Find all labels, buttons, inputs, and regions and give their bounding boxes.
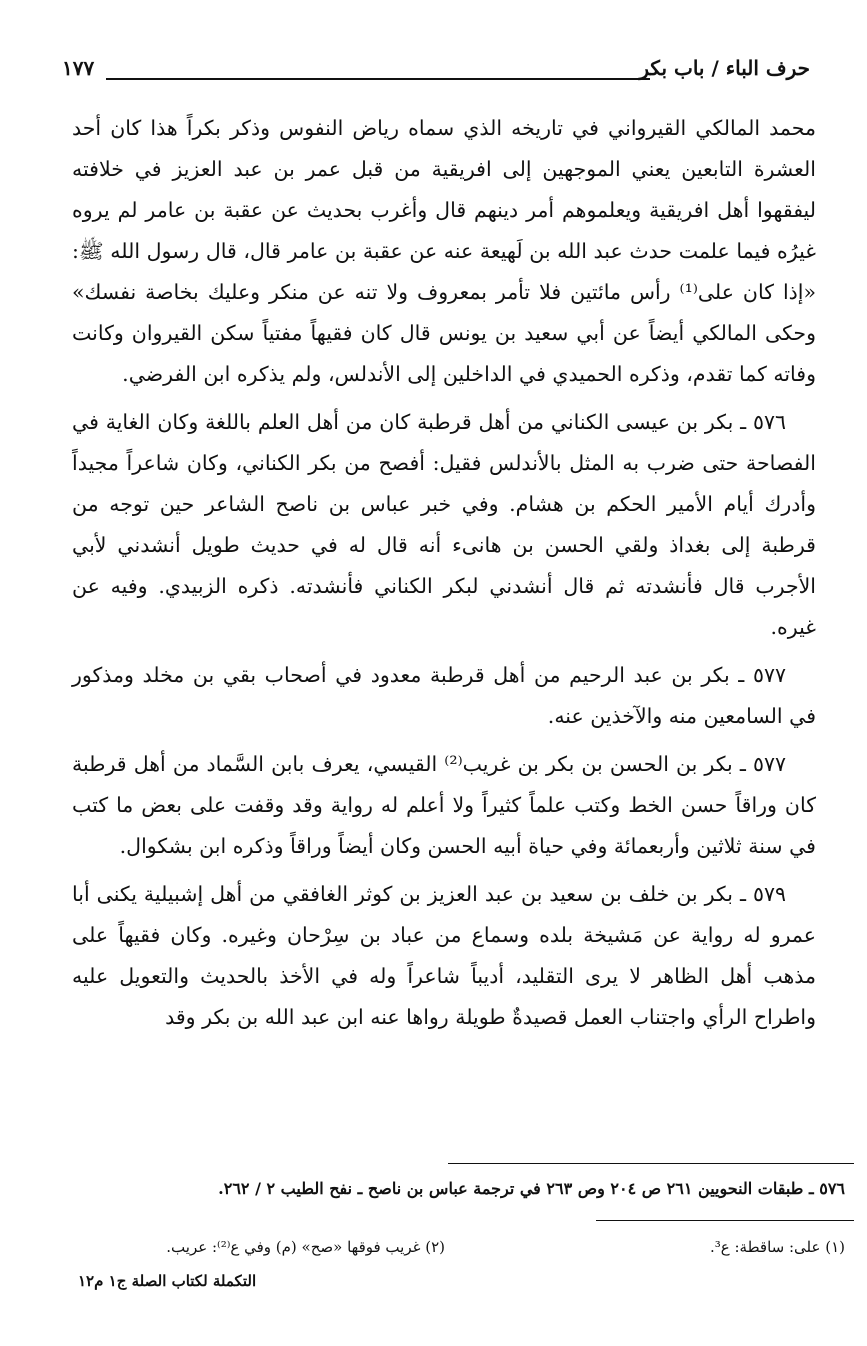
footnote-1: (١) على: ساقطة: ع³. xyxy=(709,1238,845,1256)
page-number: ١٧٧ xyxy=(62,56,95,80)
main-text xyxy=(72,108,816,1045)
section-title: حرف الباء / باب بكر xyxy=(639,56,810,80)
footnote-rule-secondary xyxy=(596,1220,854,1221)
printer-signature: التكملة لكتاب الصلة ج١ م١٢ xyxy=(78,1272,257,1290)
running-header xyxy=(62,52,810,92)
footnote-rule xyxy=(448,1163,854,1164)
entry-578: ٥٧٧ ـ بكر بن الحسن بن بكر بن غريب⁽²⁾ القيسي، يعرف بابن السَّماد من أهل قرطبة كان وراقاً حسن الخط وكتب علماً كثيراً ولا أعلم له رواية وقد وقفت على بعض ما كتب في سنة ثلاثين وأربعمائة وفي حياة أبيه الحسن وكان أيضاً وراقاً وذكره ابن بشكوال. xyxy=(72,752,816,858)
entry-577: ٥٧٧ ـ بكر بن عبد الرحيم من أهل قرطبة معدود في أصحاب بقي بن مخلد ومذكور في السامعين منه والآخذين عنه. xyxy=(72,663,816,728)
footnote-2: (٢) غريب فوقها «صح» (م) وفي ع⁽²⁾: عريب. xyxy=(166,1238,445,1256)
header-rule xyxy=(106,78,650,80)
entry-579: ٥٧٩ ـ بكر بن خلف بن سعيد بن عبد العزيز بن كوثر الغافقي من أهل إشبيلية يكنى أبا عمرو له رواية عن مَشيخة بلده وسماع من عباد بن سِرْحان وغيره. وكان فقيهاً على مذهب أهل الظاهر لا يرى التقليد، أديباً شاعراً وله في الأخذ بالحديث والتعويل عليه واطراح الرأي واجتناب العمل قصيدةٌ طويلة رواها عنه ابن عبد الله بن بكر وقد xyxy=(72,882,816,1029)
footnote-entry-sources: ٥٧٦ ـ طبقات النحويين ٢٦١ ص ٢٠٤ وص ٢٦٣ في ترجمة عباس بن ناصح ـ نفح الطيب ٢ / ٢٦٢. xyxy=(218,1179,845,1198)
paragraph-continuation: محمد المالكي القيرواني في تاريخه الذي سماه رياض النفوس وذكر بكراً هذا كان أحد العشرة التابعين يعني الموجهين إلى افريقية من قبل عمر بن عبد العزيز في خلافته ليفقهوا أهل افريقية ويعلموهم أمر دينهم قال وأغرب بحديث عن عقبة بن عامر لم يروه غيرُه فيما علمت حدث عبد الله بن لَهيعة عنه عن عقبة بن عامر قال، قال رسول الله ﷺ: «إذا كان على⁽¹⁾ رأس مائتين فلا تأمر بمعروف ولا تنه عن منكر وعليك بخاصة نفسك» وحكى المالكي أيضاً عن أبي سعيد بن يونس قال كان فقيهاً مفتياً سكن القيروان وكانت وفاته كما تقدم، وذكره الحميدي في الداخلين إلى الأندلس، ولم يذكره ابن الفرضي. xyxy=(72,116,817,386)
footnote-notes xyxy=(65,1230,845,1264)
entry-576: ٥٧٦ ـ بكر بن عيسى الكناني من أهل قرطبة كان من أهل العلم باللغة وكان الغاية في الفصاحة حتى ضرب به المثل بالأندلس فقيل: أفصح من بكر الكناني، وكان شاعراً مجيداً وأدرك أيام الأمير الحكم بن هشام. وفي خبر عباس بن ناصح الشاعر حين توجه من قرطبة إلى بغداذ ولقي الحسن بن هانىء أنه قال له في حديث طويل أنشدني لأبي الأجرب قال فأنشدته ثم قال أنشدني لبكر الكناني فأنشدته. ذكره الزبيدي. وفيه عن غيره. xyxy=(72,410,816,639)
